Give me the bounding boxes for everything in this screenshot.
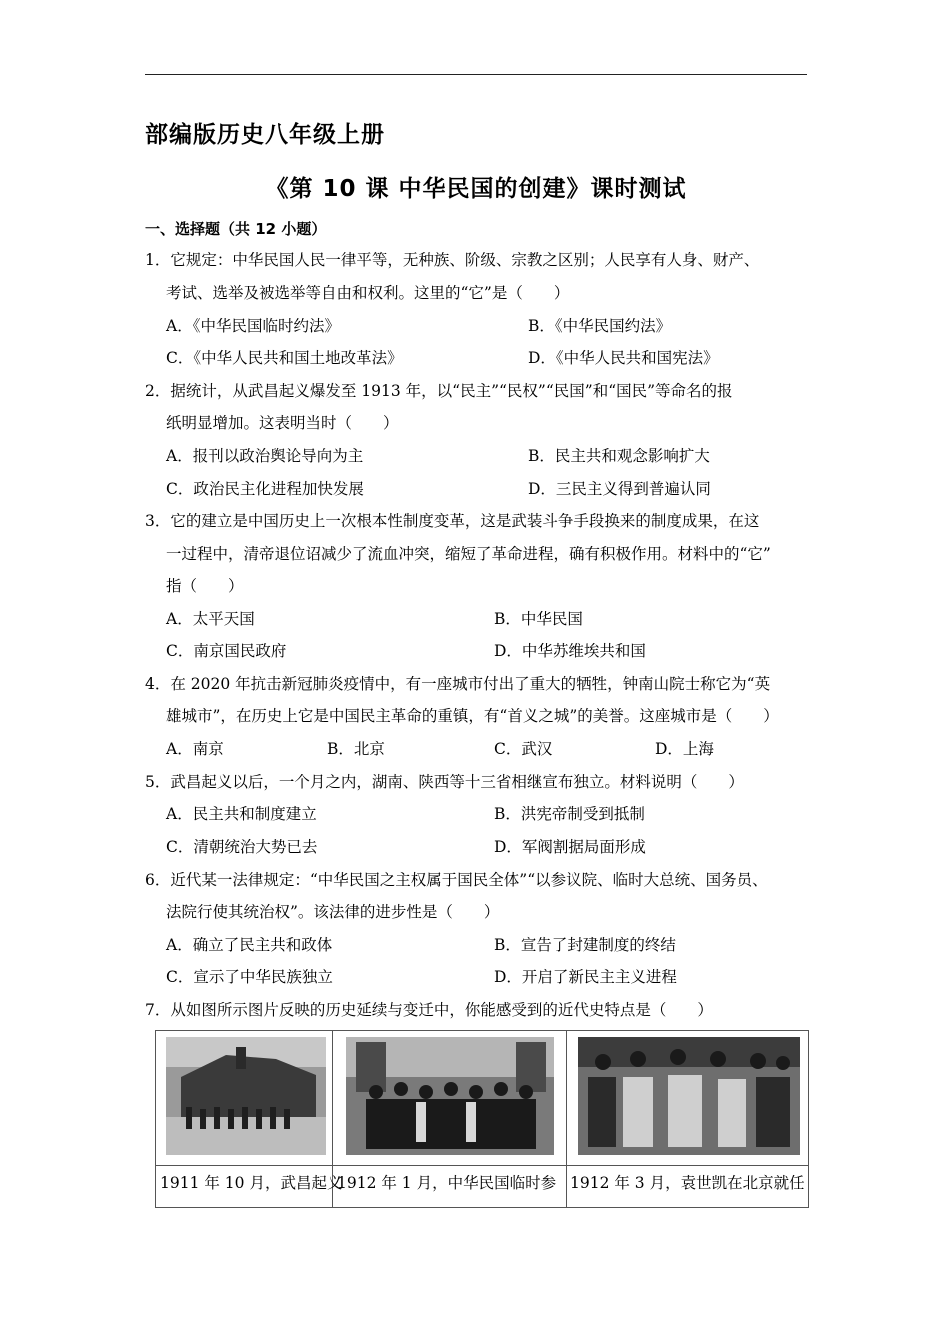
question-1-line-1: 1．它规定：中华民国人民一律平等，无种族、阶级、宗教之区别；人民享有人身、财产、 xyxy=(145,251,760,269)
question-3-line-1: 3．它的建立是中国历史上一次根本性制度变革，这是武装斗争手段换来的制度成果，在这 xyxy=(145,512,760,530)
document-title: 部编版历史八年级上册 xyxy=(145,122,385,148)
question-4-option-c: C．武汉 xyxy=(494,740,553,758)
question-2-line-1: 2．据统计，从武昌起义爆发至 1913 年，以“民主”“民权”“民国”和“国民”等命名的报 xyxy=(145,382,733,400)
question-1-option-d: D．《中华人民共和国宪法》 xyxy=(528,349,719,367)
question-3-option-b: B．中华民国 xyxy=(494,610,583,628)
question-2-option-b: B．民主共和观念影响扩大 xyxy=(528,447,710,465)
question-6-line-2: 法院行使其统治权”。该法律的进步性是（ ） xyxy=(166,903,500,921)
question-2-option-c: C．政治民主化进程加快发展 xyxy=(166,480,364,498)
question-1-option-b: B．《中华民国约法》 xyxy=(528,317,672,335)
question-4-line-2: 雄城市”，在历史上它是中国民主革命的重镇，有“首义之城”的美誉。这座城市是（ ） xyxy=(166,707,779,725)
question-6-option-d: D．开启了新民主主义进程 xyxy=(494,968,677,986)
question-2-line-2: 纸明显增加。这表明当时（ ） xyxy=(166,414,399,432)
question-1-line-2: 考试、选举及被选举等自由和权利。这里的“它”是（ ） xyxy=(166,284,570,302)
figure-table xyxy=(155,1030,809,1208)
question-3-option-c: C．南京国民政府 xyxy=(166,642,287,660)
photo-wuchang-uprising xyxy=(166,1037,326,1155)
question-4-option-d: D．上海 xyxy=(655,740,714,758)
question-6-option-b: B．宣告了封建制度的终结 xyxy=(494,936,676,954)
question-6-option-c: C．宣示了中华民族独立 xyxy=(166,968,333,986)
question-5-line-1: 5．武昌起义以后，一个月之内，湖南、陕西等十三省相继宣布独立。材料说明（ ） xyxy=(145,773,744,791)
figure-caption-2: 1912 年 1 月，中华民国临时参 xyxy=(337,1174,557,1192)
question-4-option-a: A．南京 xyxy=(166,740,224,758)
question-5-option-b: B．洪宪帝制受到抵制 xyxy=(494,805,645,823)
question-1-option-a: A．《中华民国临时约法》 xyxy=(166,317,340,335)
question-2-option-a: A．报刊以政治舆论导向为主 xyxy=(166,447,364,465)
question-3-line-3: 指（ ） xyxy=(166,577,244,595)
question-4-line-1: 4．在 2020 年抗击新冠肺炎疫情中，有一座城市付出了重大的牺牲，钟南山院士称它为“英 xyxy=(145,675,771,693)
section-heading: 一、选择题（共 12 小题） xyxy=(145,220,327,238)
photo-provisional-senate xyxy=(346,1037,554,1155)
question-3-option-d: D．中华苏维埃共和国 xyxy=(494,642,646,660)
question-3-option-a: A．太平天国 xyxy=(166,610,255,628)
figure-caption-3: 1912 年 3 月，袁世凯在北京就任 xyxy=(570,1174,805,1192)
question-6-option-a: A．确立了民主共和政体 xyxy=(166,936,333,954)
question-5-option-c: C．清朝统治大势已去 xyxy=(166,838,318,856)
photo-yuan-shikai-inauguration xyxy=(578,1037,800,1155)
question-1-option-c: C．《中华人民共和国土地改革法》 xyxy=(166,349,403,367)
figure-caption-1: 1911 年 10 月，武昌起义 xyxy=(160,1174,343,1192)
figure-table-divider xyxy=(156,1165,808,1166)
question-6-line-1: 6．近代某一法律规定：“中华民国之主权属于国民全体”“以参议院、临时大总统、国务员、 xyxy=(145,871,768,889)
question-7-line-1: 7．从如图所示图片反映的历史延续与变迁中，你能感受到的近代史特点是（ ） xyxy=(145,1001,713,1019)
question-2-option-d: D．三民主义得到普遍认同 xyxy=(528,480,711,498)
question-4-option-b: B．北京 xyxy=(327,740,385,758)
document-subtitle: 《第 10 课 中华民国的创建》课时测试 xyxy=(265,176,687,202)
question-5-option-d: D．军阀割据局面形成 xyxy=(494,838,646,856)
header-rule xyxy=(145,74,807,75)
question-3-line-2: 一过程中，清帝退位诏减少了流血冲突，缩短了革命进程，确有积极作用。材料中的“它” xyxy=(166,545,771,563)
question-5-option-a: A．民主共和制度建立 xyxy=(166,805,317,823)
